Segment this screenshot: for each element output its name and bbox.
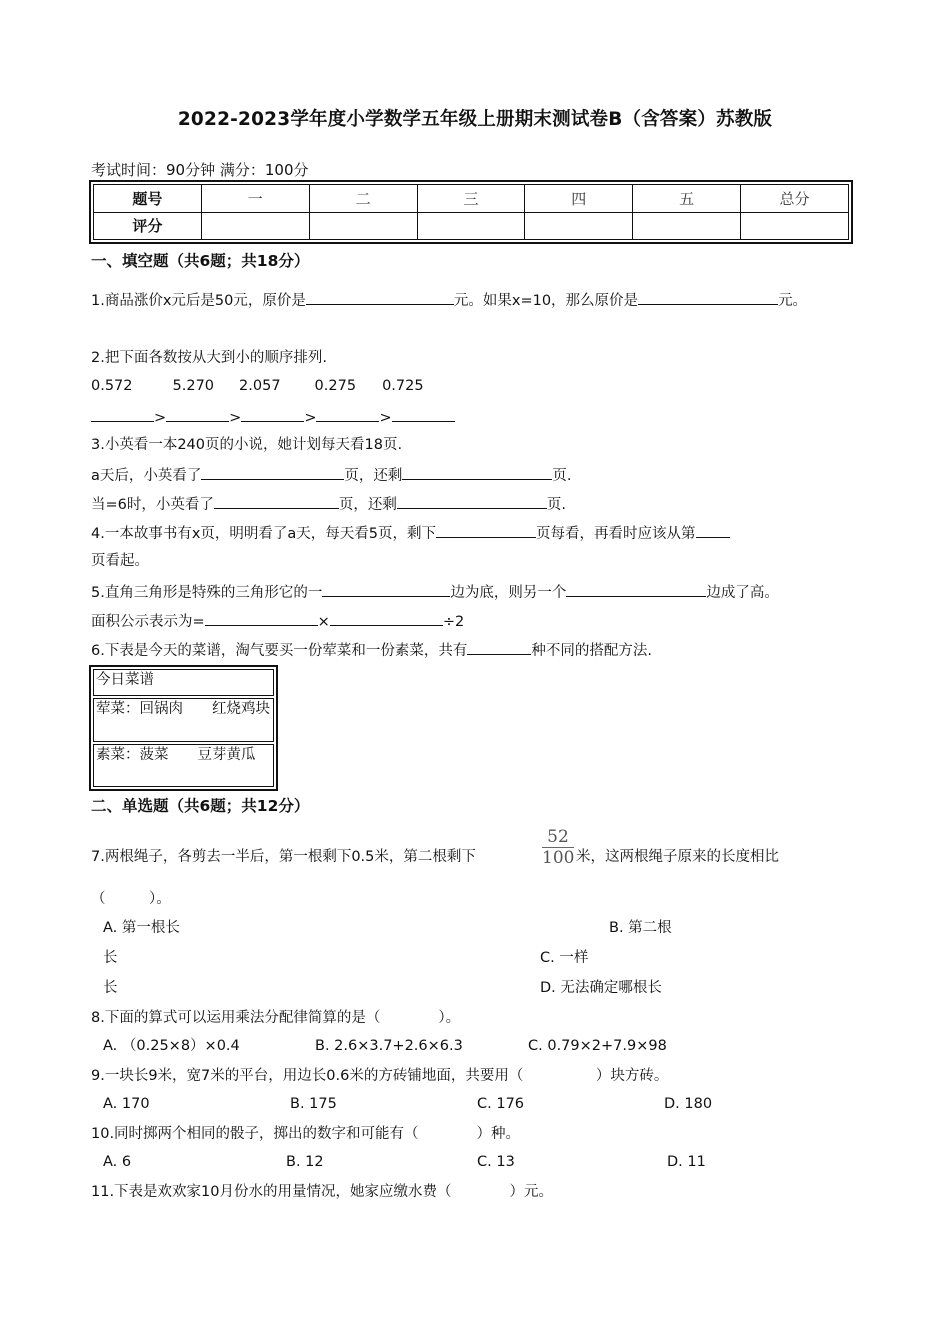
score-cell <box>741 212 849 240</box>
option-b[interactable]: B. 第二根 <box>609 920 672 936</box>
answer-blank[interactable] <box>306 290 454 305</box>
option-b-cont: 长 <box>103 980 118 996</box>
score-header-cell: 四 <box>525 185 633 213</box>
option-a-cont: 长 <box>103 950 118 966</box>
answer-blank[interactable] <box>322 582 450 597</box>
option-a[interactable]: A. 第一根长 <box>103 920 180 936</box>
question-6: 6.下表是今天的菜谱，淘气要买一份荤菜和一份素菜，共有 种不同的搭配方法. <box>91 640 652 660</box>
question-2-blanks: > > > > <box>91 407 455 427</box>
question-3-line-1: a天后，小英看了 页，还剩 页. <box>91 465 572 485</box>
option-c[interactable]: C. 13 <box>477 1154 515 1170</box>
question-9-stem: 9.一块长9米，宽7米的平台，用边长0.6米的方砖铺地面，共要用（ ）块方砖。 <box>91 1068 669 1084</box>
answer-blank[interactable] <box>316 407 379 422</box>
answer-blank[interactable] <box>205 611 318 626</box>
option-b[interactable]: B. 12 <box>286 1154 324 1170</box>
answer-blank[interactable] <box>91 407 154 422</box>
question-3-stem: 3.小英看一本240页的小说，她计划每天看18页. <box>91 437 403 453</box>
score-table <box>89 180 853 244</box>
answer-blank[interactable] <box>392 407 455 422</box>
question-7-paren: （ ）。 <box>91 891 171 907</box>
score-cell <box>525 212 633 240</box>
fraction-numerator: 52 <box>547 827 569 847</box>
answer-blank[interactable] <box>402 465 552 480</box>
answer-blank[interactable] <box>330 611 443 626</box>
score-header-cell: 二 <box>309 185 417 213</box>
answer-blank[interactable] <box>436 523 536 538</box>
exam-info: 考试时间：90分钟 满分：100分 <box>91 161 309 179</box>
question-1: 1.商品涨价x元后是50元，原价是 元。如果x=10，那么原价是 元。 <box>91 290 807 310</box>
option-a[interactable]: A. 6 <box>103 1154 132 1170</box>
option-c[interactable]: C. 0.79×2+7.9×98 <box>528 1038 667 1054</box>
question-11-stem: 11.下表是欢欢家10月份水的用量情况，她家应缴水费（ ）元。 <box>91 1184 554 1200</box>
score-cell <box>417 212 525 240</box>
score-cell <box>309 212 417 240</box>
fraction <box>542 828 574 867</box>
score-header-cell: 一 <box>201 185 309 213</box>
question-2-numbers: 0.572 5.270 2.057 0.275 0.725 <box>91 378 424 394</box>
answer-blank[interactable] <box>467 640 531 655</box>
question-8-stem: 8.下面的算式可以运用乘法分配律简算的是（ ）。 <box>91 1010 461 1026</box>
answer-blank[interactable] <box>201 465 344 480</box>
score-header-label: 题号 <box>94 185 202 213</box>
option-d[interactable]: D. 无法确定哪根长 <box>540 980 662 996</box>
question-10-stem: 10.同时掷两个相同的骰子，掷出的数字和可能有（ ）种。 <box>91 1126 521 1142</box>
answer-blank[interactable] <box>166 407 229 422</box>
score-cell <box>633 212 741 240</box>
section-heading: 二、单选题（共6题；共12分） <box>91 797 310 815</box>
answer-blank[interactable] <box>638 290 778 305</box>
question-5: 5.直角三角形是特殊的三角形它的一 边为底，则另一个 边成了高。 <box>91 582 779 602</box>
fraction-denominator: 100 <box>542 848 575 868</box>
question-7-stem-cont: 米，这两根绳子原来的长度相比 <box>576 849 779 865</box>
menu-table <box>89 665 278 791</box>
option-b[interactable]: B. 175 <box>290 1096 337 1112</box>
answer-blank[interactable] <box>397 494 547 509</box>
answer-blank[interactable] <box>214 494 339 509</box>
option-a[interactable]: A. 170 <box>103 1096 150 1112</box>
question-5-formula: 面积公示表示为= × ÷2 <box>91 611 464 631</box>
score-header-cell: 三 <box>417 185 525 213</box>
menu-meat-dishes: 荤菜：回锅肉 红烧鸡块 <box>93 698 274 742</box>
section-heading: 一、填空题（共6题；共18分） <box>91 252 310 270</box>
question-4-cont: 页看起。 <box>91 553 149 569</box>
page-title: 2022-2023学年度小学数学五年级上册期末测试卷B（含答案）苏教版 <box>177 109 773 130</box>
score-header-cell: 总分 <box>741 185 849 213</box>
question-2-stem: 2.把下面各数按从大到小的顺序排列. <box>91 350 327 366</box>
option-c[interactable]: C. 一样 <box>540 950 589 966</box>
answer-blank[interactable] <box>566 582 706 597</box>
menu-title: 今日菜谱 <box>93 669 274 696</box>
question-4: 4.一本故事书有x页，明明看了a天，每天看5页，剩下 页每看，再看时应该从第 <box>91 523 730 543</box>
answer-blank[interactable] <box>241 407 304 422</box>
menu-veg-dishes: 素菜：菠菜 豆芽黄瓜 <box>93 744 274 787</box>
question-3-line-2: 当=6时，小英看了 页，还剩 页. <box>91 494 566 514</box>
option-d[interactable]: D. 180 <box>664 1096 713 1112</box>
option-a[interactable]: A. （0.25×8）×0.4 <box>103 1038 240 1054</box>
answer-blank[interactable] <box>696 523 730 538</box>
score-cell <box>201 212 309 240</box>
option-c[interactable]: C. 176 <box>477 1096 525 1112</box>
question-7-stem: 7.两根绳子，各剪去一半后，第一根剩下0.5米，第二根剩下 <box>91 849 476 865</box>
option-b[interactable]: B. 2.6×3.7+2.6×6.3 <box>315 1038 463 1054</box>
score-header-cell: 五 <box>633 185 741 213</box>
option-d[interactable]: D. 11 <box>667 1154 706 1170</box>
score-row-label: 评分 <box>94 212 202 240</box>
